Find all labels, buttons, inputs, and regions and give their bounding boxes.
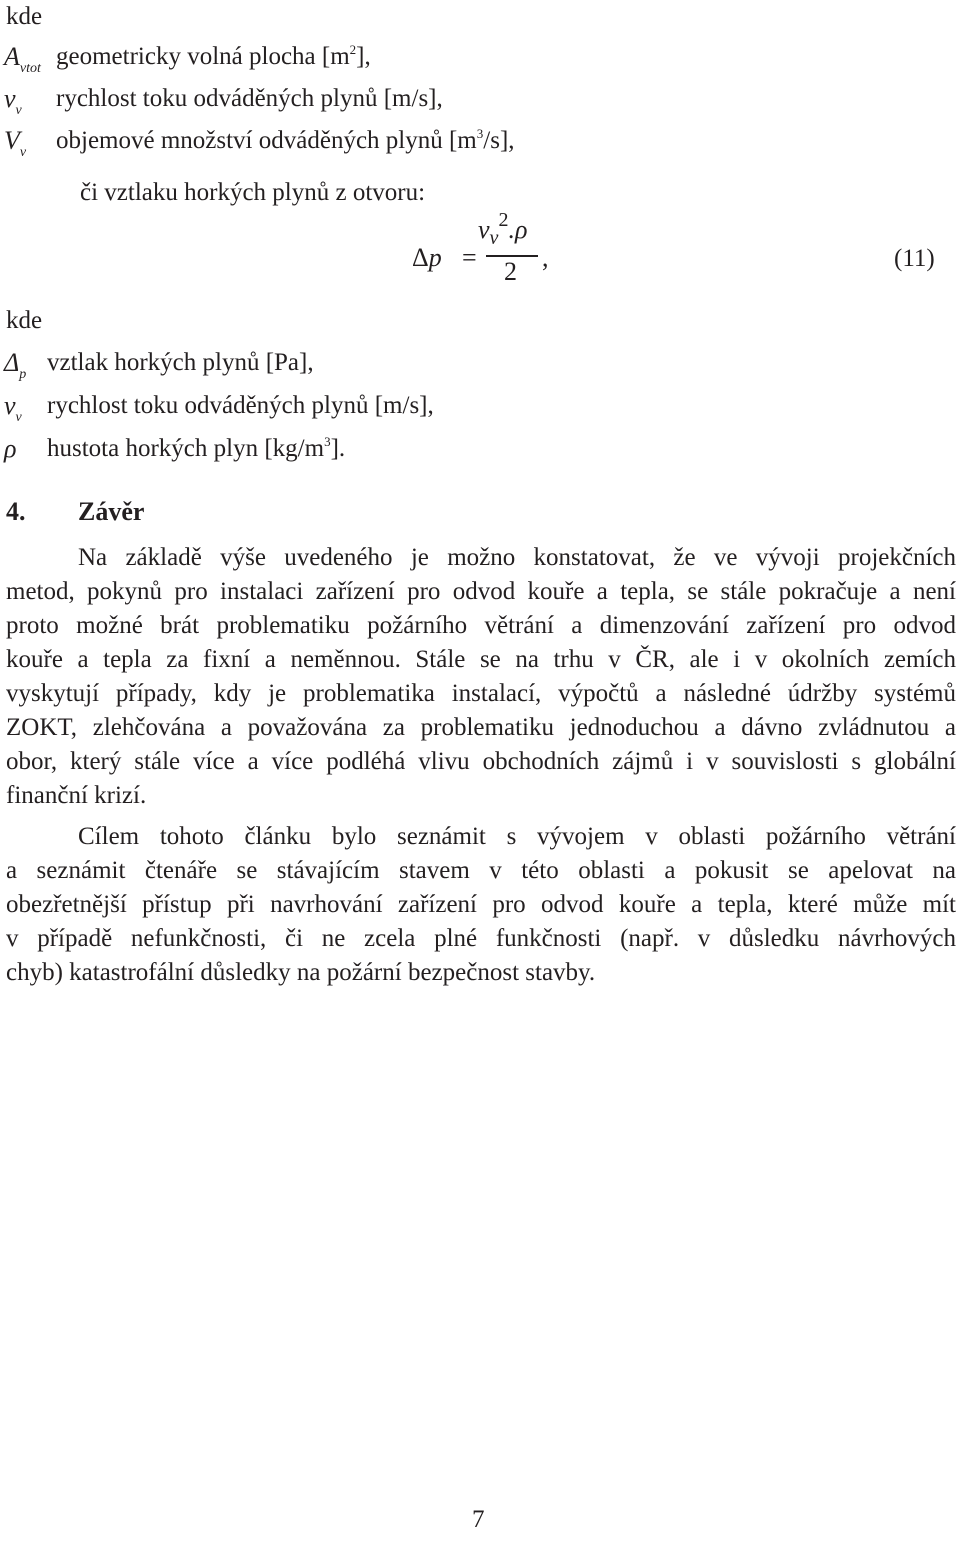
equation-numerator: $v_v^2.\rho$: [478, 209, 528, 249]
paragraph-line: vyskytují případy, kdy je problematika instalací, výpočtů a následné údržby systémů: [6, 680, 956, 707]
section-title: Závěr: [78, 497, 145, 526]
section-number: 4.: [6, 497, 26, 526]
where-label-mid: kde: [6, 307, 43, 334]
definition-symbol: Δp: [4, 348, 27, 382]
equation-comma: ,: [542, 243, 549, 272]
paragraph-line: ZOKT, zlehčována a považována za problematiku jednoduchou a dávno zvládnutou a: [6, 714, 956, 741]
paragraph-line: metod, pokynů pro instalaci zařízení pro odvod kouře a tepla, se stále pokračuje a není: [6, 578, 956, 605]
definition-symbol: Vv: [4, 126, 27, 160]
paragraph-line: obezřetnější přístup při navrhování zařízení pro odvod kouře a tepla, které může mít: [6, 891, 956, 918]
equation-11: [412, 209, 572, 295]
equation-equals: =: [462, 243, 477, 272]
definition-text: geometricky volná plocha $[m^2]$,: [56, 42, 371, 70]
definition-text: rychlost toku odváděných plynů [m/s],: [47, 392, 434, 419]
formula-intro-text: či vztlaku horkých plynů z otvoru:: [80, 179, 426, 206]
definition-text: hustota horkých plyn $[kg/m^3]$.: [47, 434, 346, 462]
definition-text: objemové množství odváděných plynů $[m^3/s]$,: [56, 126, 515, 154]
equation-denominator: 2: [504, 257, 517, 286]
paragraph-line: kouře a tepla za fixní a neměnnou. Stále se na trhu v ČR, ale i v okolních zemích: [6, 646, 956, 673]
paragraph-line: a seznámit čtenáře se stávajícím stavem v této oblasti a pokusit se apelovat na: [6, 857, 956, 884]
equation-lhs: Δp: [412, 243, 442, 272]
paragraph-conclusion-2: [6, 820, 956, 990]
definition-text: vztlak horkých plynů [Pa],: [47, 349, 314, 376]
definition-text: rychlost toku odváděných plynů [m/s],: [56, 85, 443, 112]
paragraph-line: v případě nefunkčnosti, či ne zcela plné funkčnosti (např. v důsledku návrhových: [6, 925, 956, 952]
equation-number: (11): [894, 245, 935, 272]
definition-symbol: ρ: [4, 434, 17, 463]
paragraph-line: obor, který stále více a více podléhá vlivu obchodních zájmů i v souvislosti s globální: [6, 748, 956, 775]
section-heading: [6, 497, 144, 527]
paragraph-line: Na základě výše uvedeného je možno konstatovat, že ve vývoji projekčních: [78, 544, 956, 571]
definition-symbol: vv: [4, 84, 22, 118]
paragraph-conclusion-1: [6, 541, 956, 813]
page-number: 7: [472, 1506, 485, 1533]
definition-symbol: Avtot: [4, 42, 41, 76]
definition-symbol: vv: [4, 391, 22, 425]
paragraph-line: finanční krizí.: [6, 782, 147, 809]
paragraph-line: proto možné brát problematiku požárního větrání a dimenzování zařízení pro odvod: [6, 612, 956, 639]
where-label-top: kde: [6, 3, 43, 30]
paragraph-line: Cílem tohoto článku bylo seznámit s vývojem v oblasti požárního větrání: [78, 823, 956, 850]
paragraph-line: chyb) katastrofální důsledky na požární bezpečnost stavby.: [6, 959, 596, 986]
